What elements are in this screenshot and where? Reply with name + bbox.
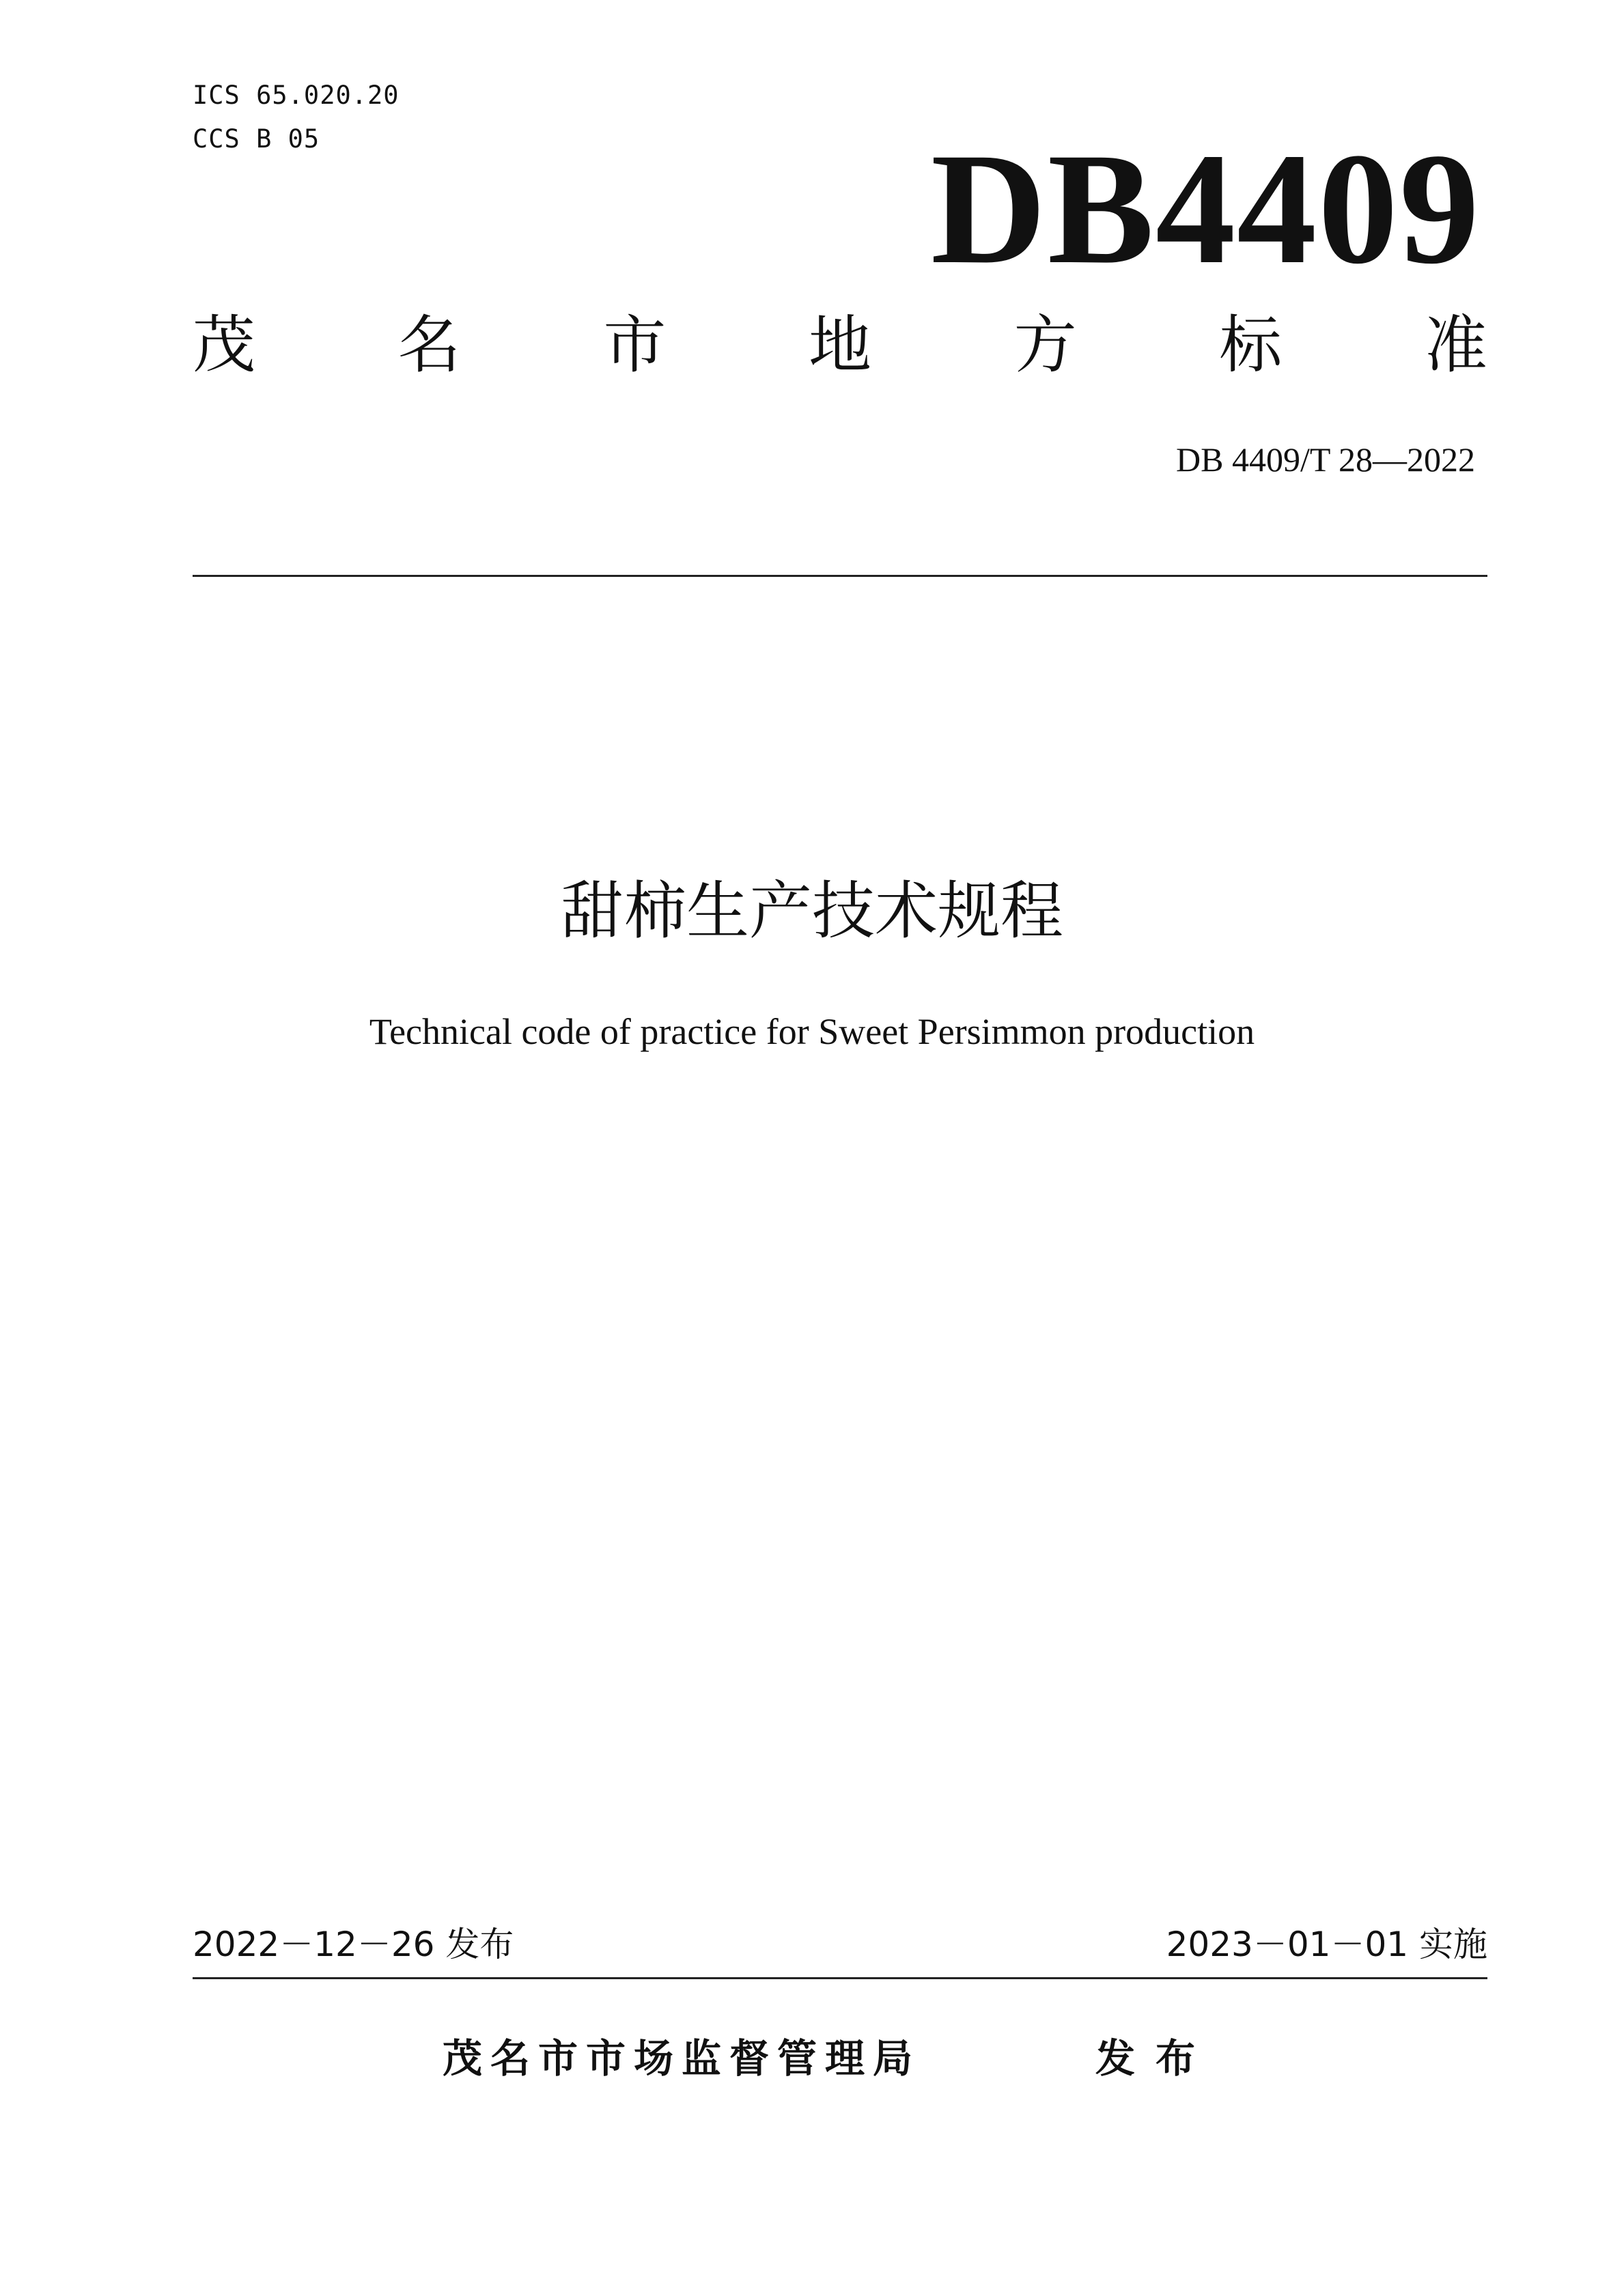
standard-type-char: 准 [1424, 309, 1487, 382]
db-code-logo: DB4409 [930, 119, 1481, 297]
ics-code: ICS 65.020.20 [193, 81, 400, 110]
standard-type-char: 名 [397, 309, 461, 382]
footer-divider [193, 1977, 1487, 1979]
document-title-chinese: 甜柿生产技术规程 [560, 875, 1063, 948]
ccs-code: CCS B 05 [193, 124, 320, 154]
implementation-date: 2023－01－01 实施 [1166, 1925, 1487, 1964]
standard-type-char: 方 [1013, 309, 1077, 382]
standard-type-heading [193, 309, 1487, 382]
standard-number: DB 4409/T 28—2022 [1176, 440, 1475, 479]
publish-label: 发布 [1095, 2035, 1216, 2082]
document-title-english: Technical code of practice for Sweet Persimmon production [369, 1011, 1255, 1052]
standard-type-char: 标 [1219, 309, 1283, 382]
standard-type-char: 茂 [193, 309, 256, 382]
standard-type-char: 市 [603, 309, 667, 382]
header-divider [193, 575, 1487, 577]
publisher-name: 茂名市市场监督管理局 [443, 2035, 921, 2082]
issue-date: 2022－12－26 发布 [193, 1925, 514, 1964]
standard-type-char: 地 [808, 309, 871, 382]
